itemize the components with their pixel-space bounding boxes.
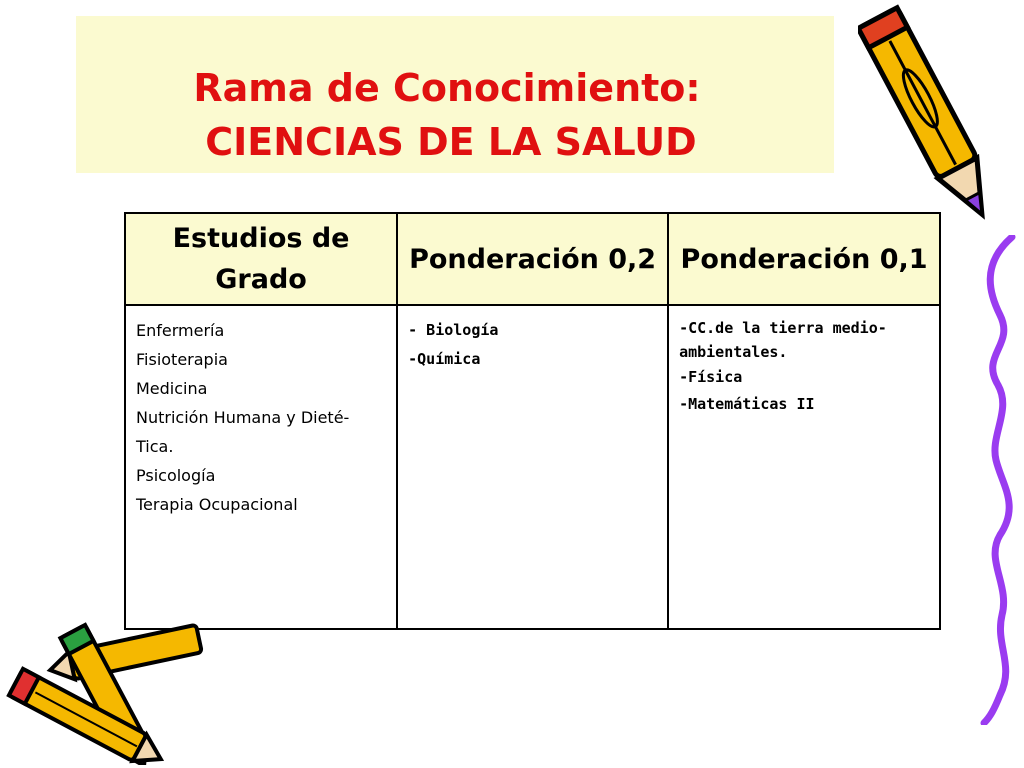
cell-ponderacion-02 <box>397 305 668 629</box>
squiggle-line <box>960 235 1024 725</box>
list-item: -Química <box>408 350 481 368</box>
list-item: Medicina <box>136 379 208 398</box>
list-item: Fisioterapia <box>136 350 228 369</box>
table-row <box>125 305 940 629</box>
list-item: Tica. <box>136 437 174 456</box>
list-item: -CC.de la tierra medio-ambientales. <box>679 319 887 361</box>
list-item: Psicología <box>136 466 216 485</box>
list-item: -Física <box>679 368 743 386</box>
ponderation-table <box>124 212 941 630</box>
table-header-row <box>125 213 940 305</box>
title-box <box>76 16 834 173</box>
list-item: -Matemáticas II <box>679 395 815 413</box>
list-item: - Biología <box>408 321 499 339</box>
list-item: Terapia Ocupacional <box>136 495 298 514</box>
ponderacion-01-list <box>669 306 939 418</box>
list-item: Nutrición Humana y Dieté- <box>136 408 350 427</box>
header-ponderacion-02: Ponderación 0,2 <box>397 213 668 305</box>
cell-estudios <box>125 305 397 629</box>
page-subtitle: CIENCIAS DE LA SALUD <box>205 120 697 164</box>
estudios-list <box>126 306 396 519</box>
page-title: Rama de Conocimiento: <box>193 66 701 110</box>
pencil-icon <box>858 0 1008 245</box>
header-ponderacion-01: Ponderación 0,1 <box>668 213 940 305</box>
cell-ponderacion-01 <box>668 305 940 629</box>
header-estudios: Estudios de Grado <box>125 213 397 305</box>
pencils-bundle-icon <box>0 615 210 765</box>
list-item: Enfermería <box>136 321 225 340</box>
ponderacion-02-list <box>398 306 667 374</box>
